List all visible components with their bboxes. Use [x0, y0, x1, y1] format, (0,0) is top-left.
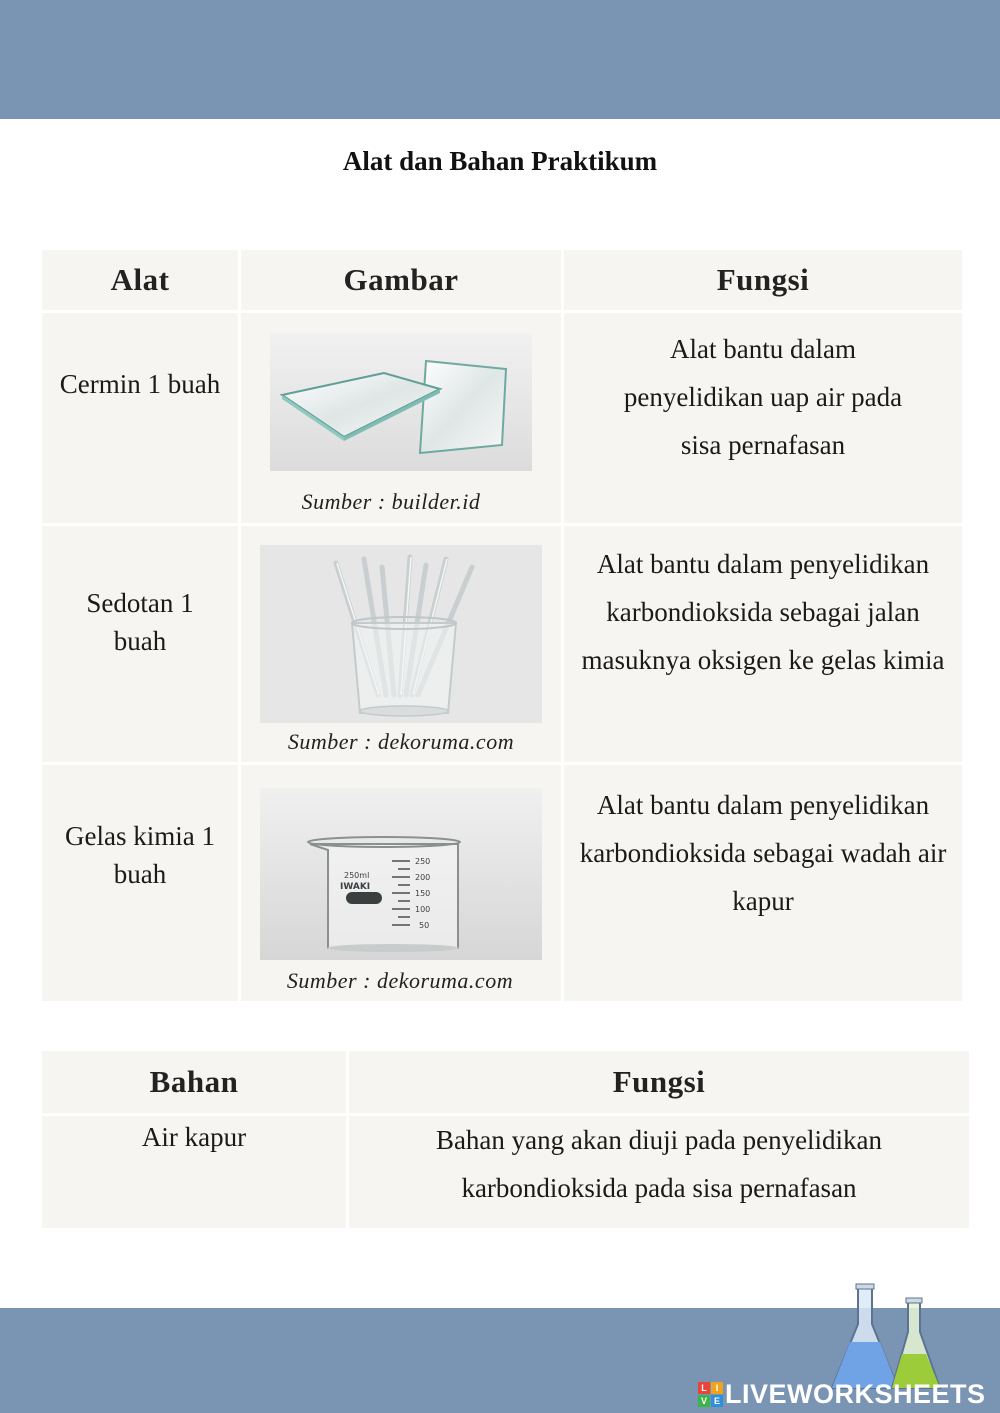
- logo-badge-icon: L I V E: [698, 1382, 723, 1407]
- logo-text: LIVEWORKSHEETS: [725, 1378, 986, 1409]
- image-cell: [241, 526, 561, 762]
- beaker-mark: 200: [415, 873, 431, 882]
- header-bahan: Bahan: [42, 1051, 346, 1113]
- table-row-fungsi: Alat bantu dalam penyelidikan uap air pada sisa pernafasan: [564, 313, 962, 523]
- image-caption: Sumber : builder.id: [301, 489, 481, 514]
- beaker-mark: 100: [415, 905, 431, 914]
- image-cell: [241, 765, 561, 1001]
- table-row-fungsi: Alat bantu dalam penyelidikan karbondioksida sebagai jalan masuknya oksigen ke gelas kimia: [564, 526, 962, 762]
- image-cell: [241, 313, 561, 523]
- header-alat: Alat: [42, 250, 238, 310]
- liveworksheets-logo[interactable]: [698, 1378, 986, 1410]
- page-title: Alat dan Bahan Praktikum: [342, 146, 658, 176]
- beaker-image: [260, 788, 542, 960]
- header-band: [0, 0, 1000, 119]
- header-bahan-fungsi: Fungsi: [349, 1051, 969, 1113]
- straws-image: [260, 545, 542, 723]
- header-gambar: Gambar: [241, 250, 561, 310]
- header-fungsi: Fungsi: [564, 250, 962, 310]
- image-caption: Sumber : dekoruma.com: [286, 968, 514, 993]
- beaker-mark: 150: [415, 889, 431, 898]
- beaker-volume: 250ml: [344, 871, 370, 880]
- table-row-fungsi: Alat bantu dalam penyelidikan karbondioksida sebagai wadah air kapur: [564, 765, 962, 1001]
- mirror-image: [270, 333, 532, 471]
- beaker-brand: IWAKI: [340, 882, 371, 892]
- table-row-bahan-fungsi: Bahan yang akan diuji pada penyelidikan karbondioksida pada sisa pernafasan: [349, 1116, 969, 1228]
- table-row-bahan: Air kapur: [42, 1116, 346, 1228]
- beaker-mark: 250: [415, 857, 431, 866]
- table-row-name: Gelas kimia 1 buah: [42, 765, 238, 1001]
- table-row-name: Sedotan 1 buah: [42, 526, 238, 762]
- image-caption: Sumber : dekoruma.com: [287, 728, 515, 754]
- table-row-name: Cermin 1 buah: [42, 313, 238, 523]
- beaker-mark: 50: [419, 921, 430, 930]
